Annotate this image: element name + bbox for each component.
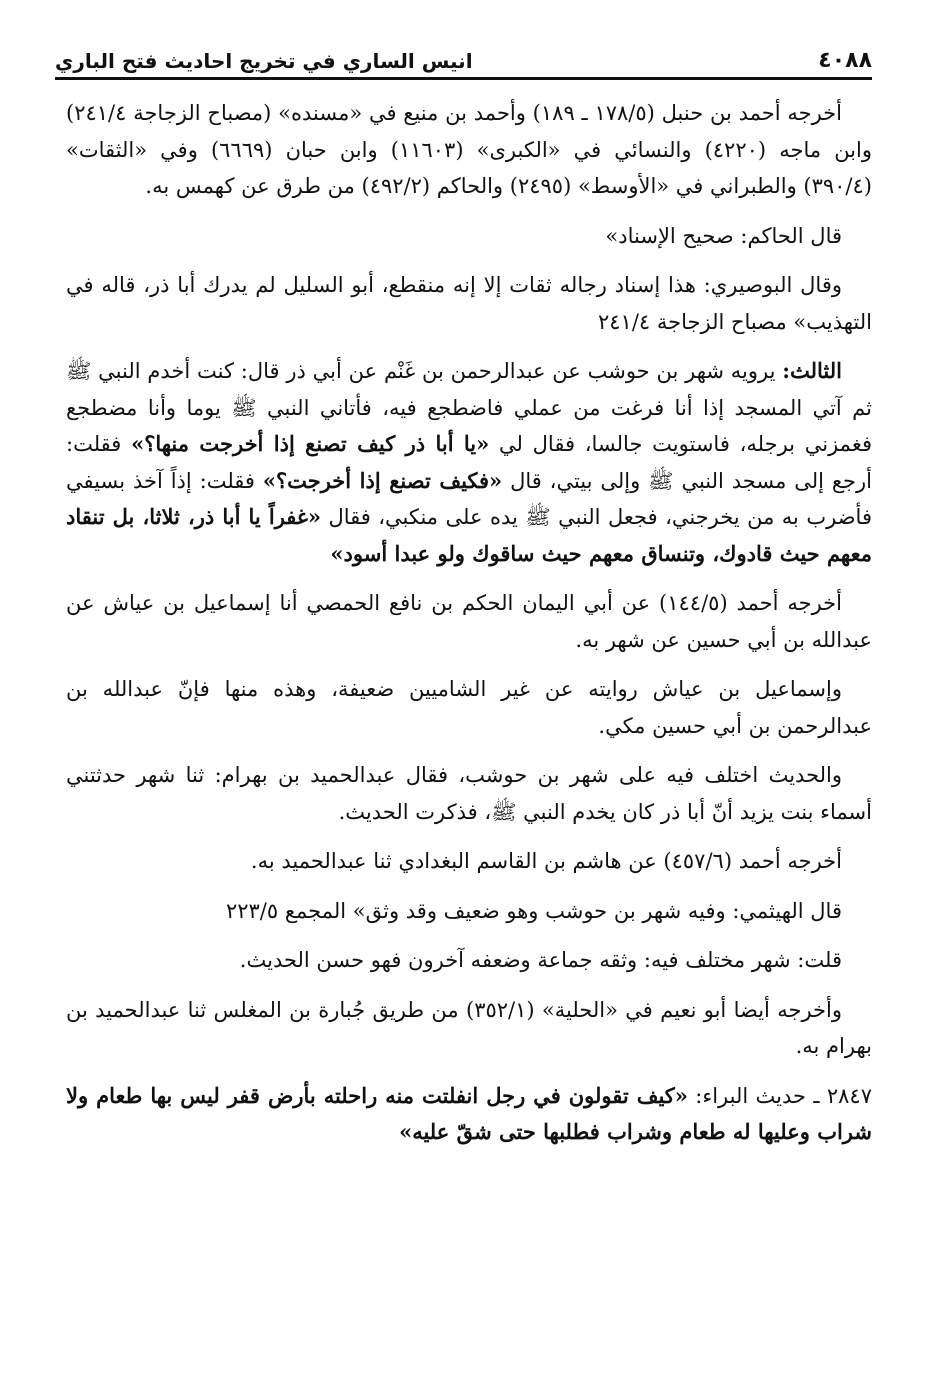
- page-body: [66, 95, 872, 1342]
- paragraph: أخرجه أحمد بن حنبل (١٧٨/٥ ـ ١٨٩) وأحمد بن منيع في «مسنده» (مصباح الزجاجة ٢٤١/٤) وابن ماجه (٤٢٢٠) والنسائي في «الكبرى» (١١٦٠٣) وابن حبان (٦٦٦٩) وفي «الثقات» (٣٩٠/٤) والطبراني في «الأوسط» (٢٤٩٥) والحاكم (٤٩٢/٢) من طرق عن كهمس به.: [66, 101, 873, 198]
- hadith-quote: «غفراً يا أبا ذر، ثلاثا، بل تنقاد معهم حيث قادوك، وتنساق معهم حيث ساقوك ولو عبدا أسود»: [66, 504, 872, 566]
- paragraph: والحديث اختلف فيه على شهر بن حوشب، فقال عبدالحميد بن بهرام: ثنا شهر حدثتني أسماء بنت يزيد أنّ أبا ذر كان يخدم النبي ﷺ، فذكرت الحديث.: [66, 763, 872, 824]
- paragraph: وإسماعيل بن عياش روايته عن غير الشاميين ضعيفة، وهذه منها فإنّ عبدالله بن عبدالرحمن بن أبي حسين مكي.: [66, 677, 872, 738]
- text-run: فقلت: أرجع إلى مسجد النبي ﷺ وإلى بيتي، قال: [66, 432, 872, 493]
- paragraph: أخرجه أحمد (٤٥٧/٦) عن هاشم بن القاسم البغدادي ثنا عبدالحميد به.: [250, 849, 842, 873]
- paragraph: وقال البوصيري: هذا إسناد رجاله ثقات إلا إنه منقطع، أبو السليل لم يدرك أبا ذر، قاله في التهذيب» مصباح الزجاجة ٢٤١/٤: [66, 273, 872, 334]
- paragraph: أخرجه أحمد (١٤٤/٥) عن أبي اليمان الحكم بن نافع الحمصي أنا إسماعيل بن عياش عن عبدالله بن أبي حسين عن شهر به.: [66, 591, 872, 652]
- page-number: ٤٠٨٨: [818, 48, 872, 73]
- book-title: انيس الساري في تخريج احاديث فتح الباري: [55, 49, 473, 73]
- hadith-quote: «يا أبا ذر كيف تصنع إذا أخرجت منها؟»: [131, 431, 490, 456]
- hadith-entry: [66, 1078, 872, 1151]
- paragraph: قلت: شهر مختلف فيه: وثقه جماعة وضعفه آخرون فهو حسن الحديث.: [239, 948, 842, 972]
- paragraph: وأخرجه أيضا أبو نعيم في «الحلية» (٣٥٢/١) من طريق جُبارة بن المغلس ثنا عبدالحميد بن بهرام به.: [66, 997, 872, 1058]
- text-run: فقلت: إذاً آخذ بسيفي فأضرب به من يخرجني، فجعل النبي ﷺ يده على منكبي، فقال: [66, 468, 872, 529]
- hadith-quote: «كيف تقولون في رجل انفلتت منه راحلته بأرض قفر ليس بها طعام ولا شراب وعليها له طعام وشراب فطلبها حتى شقّ عليه»: [66, 1082, 872, 1144]
- text-run: يرويه شهر بن حوشب عن عبدالرحمن بن غَنْم عن أبي ذر قال: كنت أخدم النبي ﷺ ثم آتي المسجد إذا أنا فرغت من عملي فاضطجع فيه، فأتاني النبي ﷺ يوما وأنا مضطجع فغمزني برجله، فاستويت جالسا، فقال لي: [66, 359, 872, 456]
- page-header: [55, 40, 872, 80]
- paragraph: قال الهيثمي: وفيه شهر بن حوشب وهو ضعيف وقد وثق» المجمع ٢٢٣/٥: [225, 898, 842, 923]
- paragraph-third-narration: [66, 353, 872, 572]
- hadith-quote: «فكيف تصنع إذا أخرجت؟»: [262, 467, 503, 493]
- hadith-number: ٢٨٤٧: [826, 1083, 872, 1108]
- paragraph: قال الحاكم: صحيح الإسناد»: [605, 223, 842, 248]
- section-label: الثالث:: [782, 358, 842, 383]
- text-run: ـ حديث البراء:: [687, 1083, 827, 1108]
